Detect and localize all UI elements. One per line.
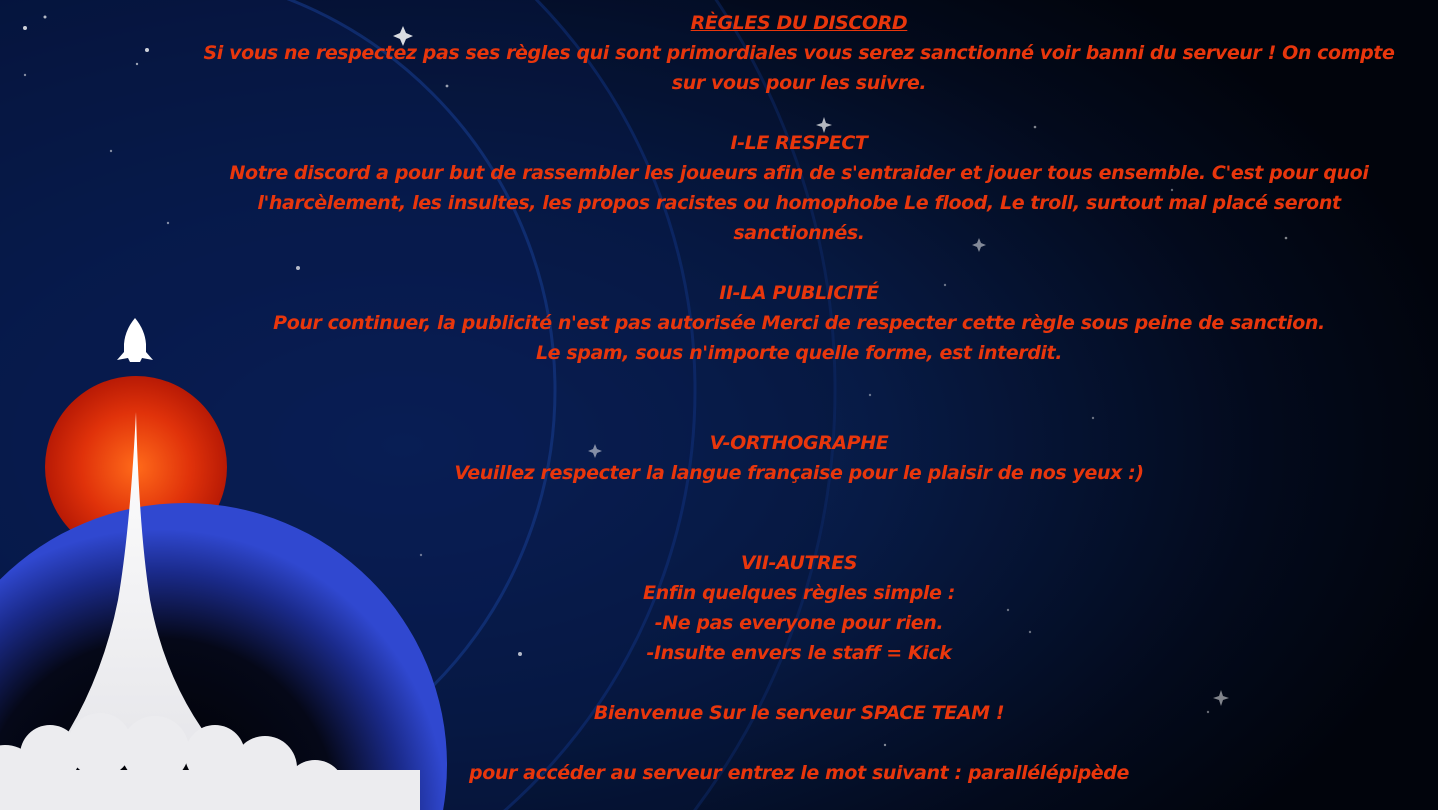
welcome-message: Bienvenue Sur le serveur SPACE TEAM ! <box>593 702 1005 724</box>
publicite-line-2: Le spam, sous n'importe quelle forme, est interdit. <box>535 342 1063 364</box>
orthographe-heading: V-ORTHOGRAPHE <box>709 432 889 454</box>
respect-body: Notre discord a pour but de rassembler les joueurs afin de s'entraider et jouer tous ensemble. C'est pour quoi l'harcèlement, les insultes, les propos racistes ou homophobe Le flood, Le troll, surtout mal placé seront sanctionnés. <box>229 162 1369 244</box>
autres-line-1: Enfin quelques règles simple : <box>643 582 955 604</box>
rules-intro: Si vous ne respectez pas ses règles qui sont primordiales vous serez sanctionné voir banni du serveur ! On compte sur vous pour les suivre. <box>203 42 1395 94</box>
rules-title: RÈGLES DU DISCORD <box>690 12 908 34</box>
rules-text-block <box>190 8 1408 788</box>
spacer <box>190 668 1408 698</box>
publicite-line-1: Pour continuer, la publicité n'est pas autorisée Merci de respecter cette règle sous peine de sanction. <box>273 312 1325 334</box>
spacer <box>190 98 1408 128</box>
autres-line-2: -Ne pas everyone pour rien. <box>654 612 944 634</box>
orthographe-body: Veuillez respecter la langue française pour le plaisir de nos yeux :) <box>454 462 1144 484</box>
spacer <box>190 728 1408 758</box>
autres-line-3: -Insulte envers le staff = Kick <box>646 642 952 664</box>
spacer <box>190 368 1408 428</box>
spacer <box>190 488 1408 548</box>
publicite-heading: II-LA PUBLICITÉ <box>719 282 879 304</box>
access-instructions: pour accéder au serveur entrez le mot suivant : parallélépipède <box>469 762 1129 784</box>
respect-heading: I-LE RESPECT <box>730 132 868 154</box>
autres-heading: VII-AUTRES <box>740 552 858 574</box>
spacer <box>190 248 1408 278</box>
